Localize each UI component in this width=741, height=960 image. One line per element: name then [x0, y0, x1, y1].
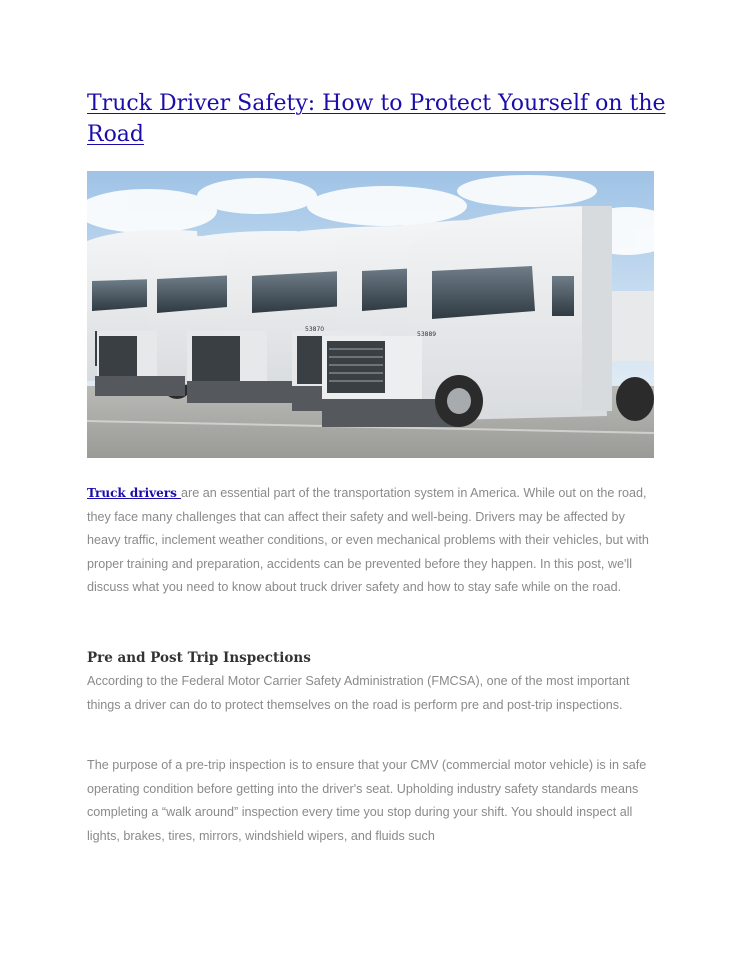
truck-drivers-link[interactable]: Truck drivers: [87, 486, 182, 500]
intro-text: are an essential part of the transportation system in America. While out on the road, they face many challenges that can affect their safety and well-being. Drivers may be affected by heavy traffic, inclement weather conditions, or even mechanical problems with their vehicles, but with proper training and preparation, accidents can be prevented before they happen. In this post, we'll discuss what you need to know about truck driver safety and how to stay safe while on the road.: [87, 486, 649, 595]
article-title-link[interactable]: Truck Driver Safety: How to Protect Yourself on the Road: [87, 91, 666, 147]
truck-number-left: 53870: [305, 326, 325, 333]
section-heading: Pre and Post Trip Inspections: [87, 650, 311, 666]
section-paragraph-2: The purpose of a pre-trip inspection is to ensure that your CMV (commercial motor vehicle) is in safe operating condition before getting into the driver's seat. Upholding industry safety standards means completing a “walk around” inspection every time you stop during your shift. You should inspect all lights, brakes, tires, mirrors, windshield wipers, and fluids such: [87, 758, 647, 843]
hero-image: [87, 171, 654, 458]
truck-number-front: 53889: [417, 331, 437, 338]
section-paragraph-1: According to the Federal Motor Carrier Safety Administration (FMCSA), one of the most important things a driver can do to protect themselves on the road is perform pre and post-trip inspections.: [87, 674, 630, 712]
intro-paragraph: [87, 482, 657, 600]
